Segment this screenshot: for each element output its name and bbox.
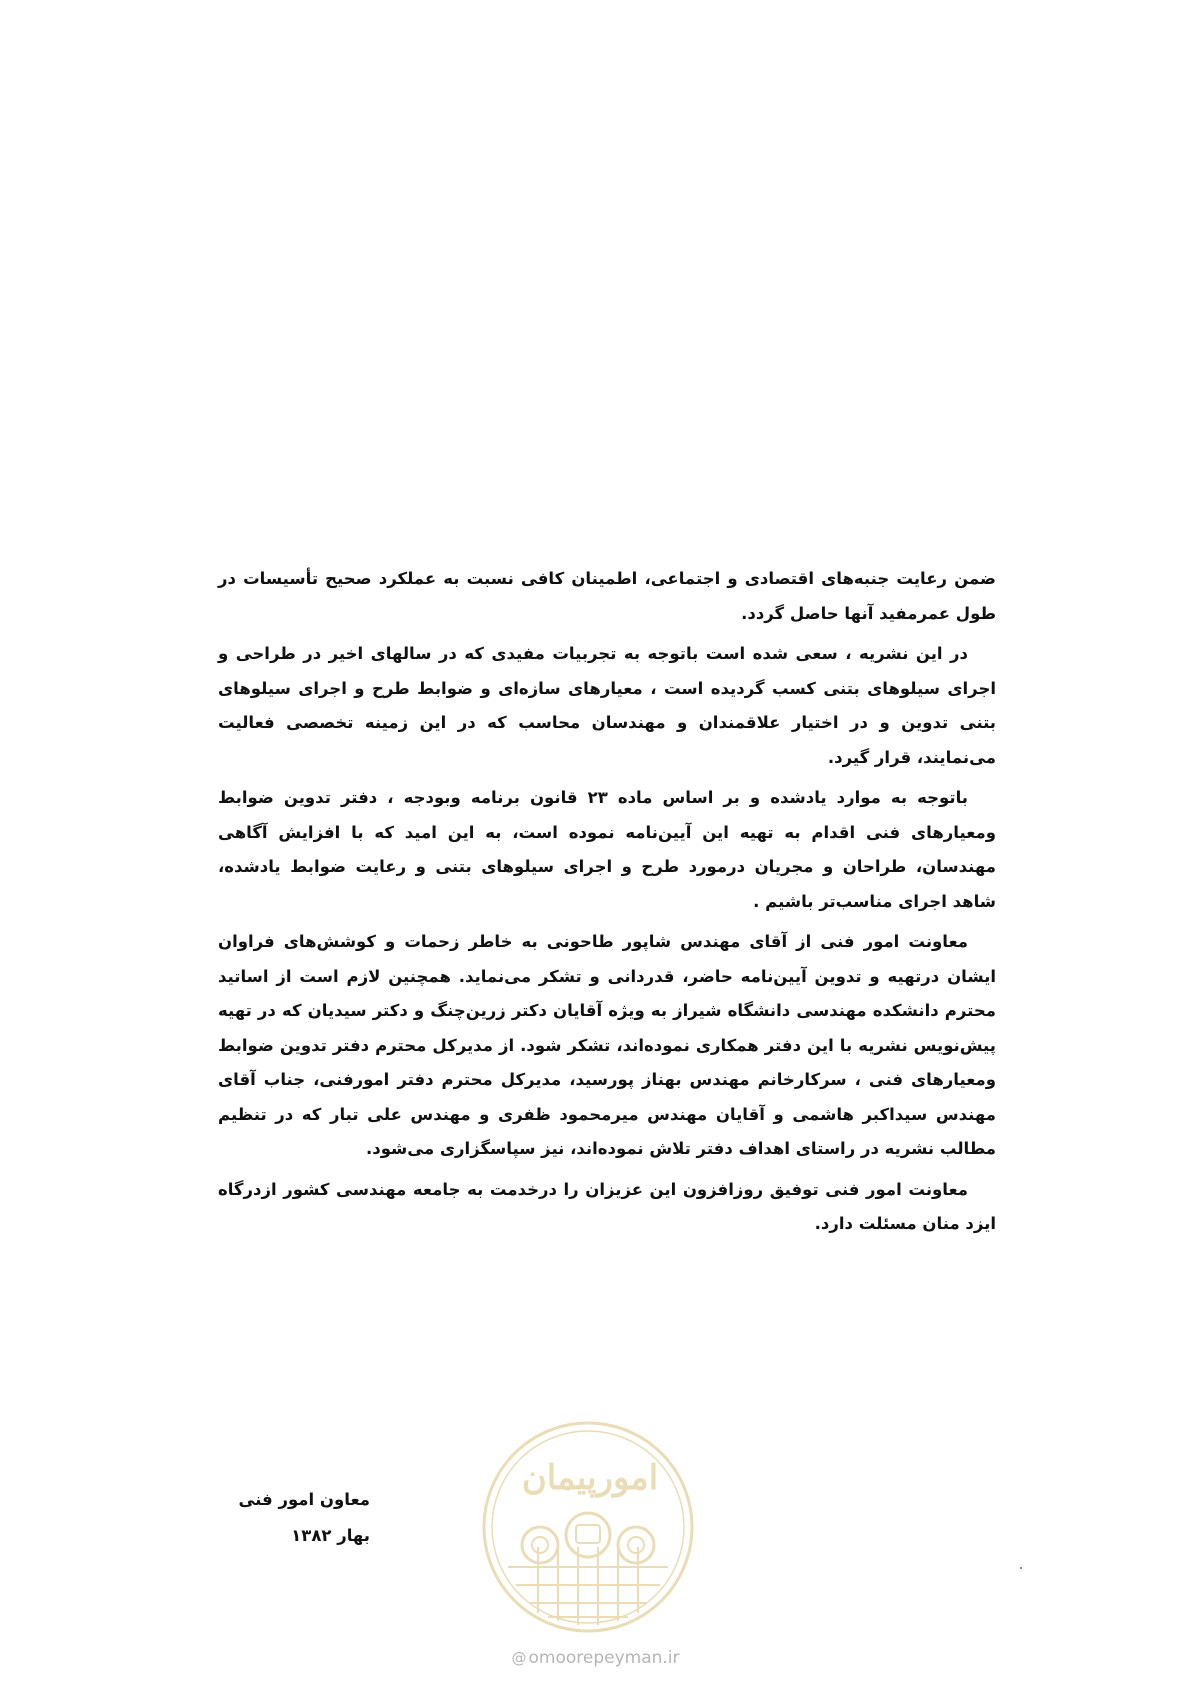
watermark-stamp-logo [478,1417,698,1637]
signature-date: بهار ۱۳۸۲ [291,1526,370,1545]
paragraph-4: معاونت امور فنی از آقای مهندس شاپور طاحونی به خاطر زحمات و کوشش‌های فراوان ایشان درتهیه و تدوین آیین‌نامه حاضر، قدردانی و تشکر می‌نماید. همچنین لازم است از اساتید محترم دانشکده مهندسی دانشگاه شیراز به ویژه آقایان دکتر زرین‌چنگ و دکتر سیدیان که در تهیه پیش‌نویس نشریه با این دفتر همکاری نموده‌اند، تشکر شود. از مدیرکل محترم دفتر تدوین ضوابط ومعیارهای فنی ، سرکارخانم مهندس بهناز پورسید، مدیرکل محترم دفتر امورفنی، جناب آقای مهندس سیداکبر هاشمی و آقایان مهندس میرمحمود ظفری و مهندس علی تبار که در تنظیم مطالب نشریه در راستای اهداف دفتر تلاش نموده‌اند، نیز سپاسگزاری می‌شود. [218,932,996,1158]
body-text [218,562,996,1248]
footer-url-text: omoorepeyman.ir [528,1648,680,1668]
footer-watermark-url [0,1648,1191,1668]
paragraph-2: در این نشریه ، سعی شده است باتوجه به تجربیات مفیدی که در سالهای اخیر در طراحی و اجرای سیلوهای بتنی کسب گردیده است ، معیارهای سازه‌ای و ضوابط طرح و اجرای سیلوهای بتنی تدوین و در اختیار علاقمندان و مهندسان محاسب که در این زمینه تخصصی فعالیت می‌نمایند، قرار گیرد. [218,644,996,767]
paragraph-5: معاونت امور فنی توفیق روزافزون این عزیزان را درخدمت به جامعه مهندسی کشور ازدرگاه ایزد منان مسئلت دارد. [218,1179,996,1233]
stamp-logo-text: امورپیمان [521,1458,659,1498]
at-icon: @ [511,1649,527,1667]
signature-title: معاون امور فنی [238,1490,370,1509]
scan-speck [1020,1567,1022,1569]
paragraph-3: باتوجه به موارد یادشده و بر اساس ماده ۲۳ قانون برنامه وبودجه ، دفتر تدوین ضوابط ومعیارهای فنی اقدام به تهیه این آیین‌نامه نموده است، به این امید که با افزایش آگاهی مهندسان، طراحان و مجریان درمورد طرح و اجرای سیلوهای بتنی و رعایت ضوابط یادشده، شاهد اجرای مناسب‌تر باشیم . [218,788,996,911]
signature-block [230,1482,370,1554]
paragraph-1: ضمن رعایت جنبه‌های اقتصادی و اجتماعی، اطمینان کافی نسبت به عملکرد صحیح تأسیسات در طول عمرمفید آنها حاصل گردد. [218,569,996,623]
